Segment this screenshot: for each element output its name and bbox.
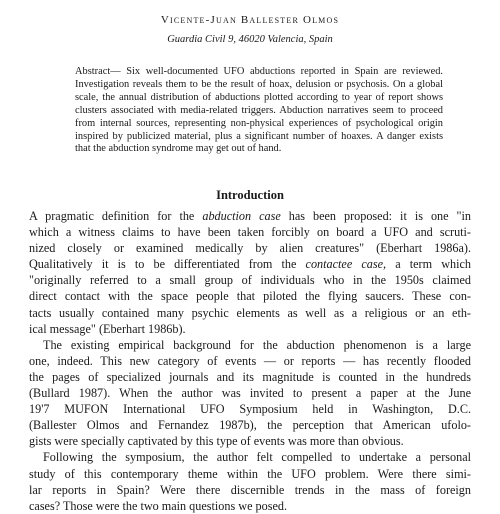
emphasis-term: contactee case, <box>305 257 387 272</box>
body-line: direct contact with the space people that piloted the flying saucers. These con- <box>29 289 471 304</box>
body-line: 19'7 MUFON International UFO Symposium held in Washington, D.C. <box>29 402 471 417</box>
body-line: Following the symposium, the author felt compelled to undertake a personal <box>43 450 471 465</box>
emphasis-term: abduction case <box>202 209 281 223</box>
author-name: Vicente-Juan Ballester Olmos <box>160 14 340 26</box>
body-line: cases? Those were the two main questions we posed. <box>29 498 288 513</box>
section-heading: Introduction <box>216 188 284 202</box>
body-line: gists were specially captivated by this type of events was more than obvious. <box>29 434 404 449</box>
body-line: (Ballester Olmos and Fernandez 1987b), the perception that American ufolo- <box>29 418 471 433</box>
body-line: the pages of specialized journals and its magnitude is counted in the hundreds <box>29 369 471 384</box>
body-line: "originally referred to a small group of individuals who in the 1950s claimed <box>29 273 471 288</box>
body-line: study of this contemporary theme within the UFO problem. Were there simi- <box>29 466 471 481</box>
body-line: A pragmatic definition for the abduction case has been proposed: it is one "in <box>29 209 472 223</box>
body-line: The existing empirical background for the abduction phenomenon is a large <box>43 337 471 352</box>
body-line: ical message" (Eberhart 1986b). <box>29 321 186 336</box>
body-line: which a witness claims to have been taken forcibly on board a UFO and scruti- <box>29 225 471 240</box>
body-line: tacts usually contained many psychic elements as well as a religious or an eth- <box>29 305 471 320</box>
abstract-paragraph: Abstract— Six well-documented UFO abductions reported in Spain are reviewed. Investigation reveals them to be the result of hoax, delusion or psychosis. On a global scale, the annual distribution of abductions plotted according to year of report shows clusters associated with media-related triggers. Abduction narratives seem to proceed from internal sources, representing non-physical experiences of psychological origin inspired by publicized material, plus a significant number of hoaxes. A danger exists that the abduction syndrome may get out of hand. <box>75 66 443 155</box>
body-line: lar reports in Spain? Were there discernible trends in the mass of foreign <box>29 482 471 497</box>
body-line: Qualitatively it is to be differentiated from the contactee case, a term which <box>29 257 471 272</box>
body-line: nized closely or examined medically by alien creatures" (Eberhart 1986a). <box>29 241 471 256</box>
author-affiliation: Guardia Civil 9, 46020 Valencia, Spain <box>167 34 333 45</box>
section-body <box>29 208 471 514</box>
body-line: (Bullard 1987). When the author was invited to present a paper at the June <box>29 386 471 401</box>
body-line: one, indeed. This new category of events — or reports — has recently flooded <box>29 353 471 368</box>
